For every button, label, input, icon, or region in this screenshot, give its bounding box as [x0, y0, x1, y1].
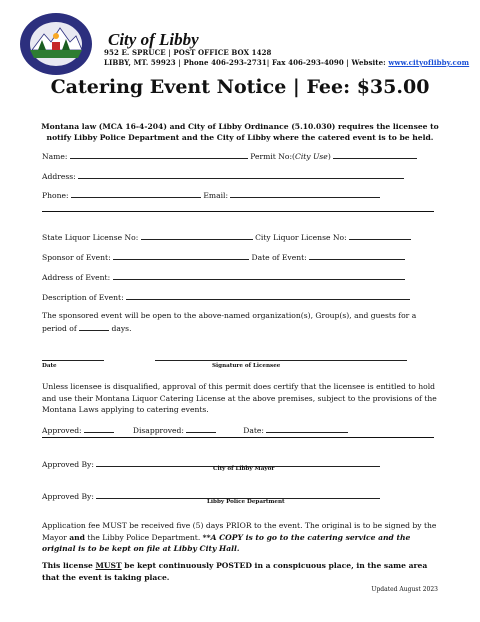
posted-must: MUST [95, 561, 122, 570]
police-signature-field[interactable] [96, 490, 380, 499]
approval-row [42, 424, 348, 435]
date-caption: Date [42, 363, 57, 369]
fee-note-copy: **A COPY is to go to the catering service and the original is to be kept on file at Libby City Hall. [42, 532, 411, 553]
email-label: Email: [203, 191, 229, 200]
address-line-1: 952 E. SPRUCE | POST OFFICE BOX 1428 [104, 48, 272, 57]
approved-label: Approved: [42, 426, 82, 435]
sponsor-label: Sponsor of Event: [42, 253, 111, 262]
approved-by-label-2: Approved By: [42, 492, 94, 501]
event-address-label: Address of Event: [42, 273, 111, 282]
city-name: City of Libby [108, 30, 199, 49]
fee-note-text-2: the Libby Police Department. [84, 532, 203, 542]
fee-note-and: and [69, 532, 85, 542]
permit-label: Permit No:(City Use) [250, 152, 331, 161]
sponsor-field[interactable] [113, 251, 249, 260]
address-line-2 [104, 58, 469, 67]
updated-date: Updated August 2023 [371, 586, 438, 593]
phone-row [42, 189, 380, 200]
liquor-row [42, 231, 411, 242]
email-field[interactable] [230, 189, 380, 198]
approval-date-field[interactable] [266, 424, 348, 433]
fee-note-text: Application fee MUST be received five (5) days PRIOR to the event. The original is to be signed by the Mayor [42, 521, 437, 542]
state-liquor-label: State Liquor License No: [42, 233, 139, 242]
state-liquor-field[interactable] [141, 231, 253, 240]
date-of-event-field[interactable] [309, 251, 405, 260]
open-text: The sponsored event will be open to the above-named organization(s), Group(s), and guests for a period of [42, 311, 417, 333]
phone-field[interactable] [71, 189, 201, 198]
page-title: Catering Event Notice | Fee: $35.00 [50, 76, 430, 98]
licensee-signature-line[interactable] [155, 360, 407, 361]
open-period-text [42, 310, 442, 334]
days-text: days. [111, 323, 132, 333]
city-liquor-label: City Liquor License No: [255, 233, 347, 242]
event-address-row [42, 271, 405, 282]
disclaimer-text: Unless licensee is disqualified, approval of this permit does certify that the licensee is entitled to hold and use their Montana Liquor Catering License at the above premises, subject to the provisions of the Montana Laws applying to catering events. [42, 382, 437, 414]
address-label: Address: [42, 172, 76, 181]
date-signature-line[interactable] [42, 360, 104, 361]
name-row [42, 150, 417, 161]
website-link[interactable]: www.cityoflibby.com [388, 58, 470, 67]
section-divider-2 [42, 437, 434, 438]
address-row [42, 170, 404, 181]
police-caption: Libby Police Department [207, 499, 285, 505]
contact-info: LIBBY, MT. 59923 | Phone 406-293-2731| Fax 406-293-4090 | Website: [104, 58, 389, 67]
disapproved-field[interactable] [186, 424, 216, 433]
approval-date-label: Date: [243, 426, 264, 435]
approved-field[interactable] [84, 424, 114, 433]
city-seal-logo [18, 12, 94, 76]
permit-field[interactable] [333, 150, 417, 159]
disapproved-label: Disapproved: [132, 426, 184, 435]
fee-note [42, 520, 442, 555]
intro-text: Montana law (MCA 16-4-204) and City of Libby Ordinance (5.10.030) requires the licensee to notify Libby Police Department and the City of Libby where the catered event is to be held. [41, 122, 439, 142]
posted-suffix: be kept continuously POSTED in a conspicuous place, in the same area that the event is taking place. [42, 561, 428, 582]
name-field[interactable] [70, 150, 248, 159]
city-liquor-field[interactable] [349, 231, 411, 240]
address-field[interactable] [78, 170, 404, 179]
event-description-field[interactable] [126, 291, 410, 300]
date-of-event-label: Date of Event: [251, 253, 307, 262]
approved-by-mayor-row [42, 458, 380, 469]
posted-prefix: This license [42, 561, 96, 570]
phone-label: Phone: [42, 191, 69, 200]
mayor-caption: City of Libby Mayor [213, 466, 275, 472]
event-description-row [42, 291, 410, 302]
period-field[interactable] [79, 322, 109, 331]
licensee-caption: Signature of Licensee [212, 363, 281, 369]
posted-note [42, 560, 442, 583]
approved-by-label: Approved By: [42, 460, 94, 469]
sponsor-row [42, 251, 405, 262]
event-address-field[interactable] [113, 271, 405, 280]
name-label: Name: [42, 152, 68, 161]
event-description-label: Description of Event: [42, 293, 124, 302]
section-divider [42, 211, 434, 212]
